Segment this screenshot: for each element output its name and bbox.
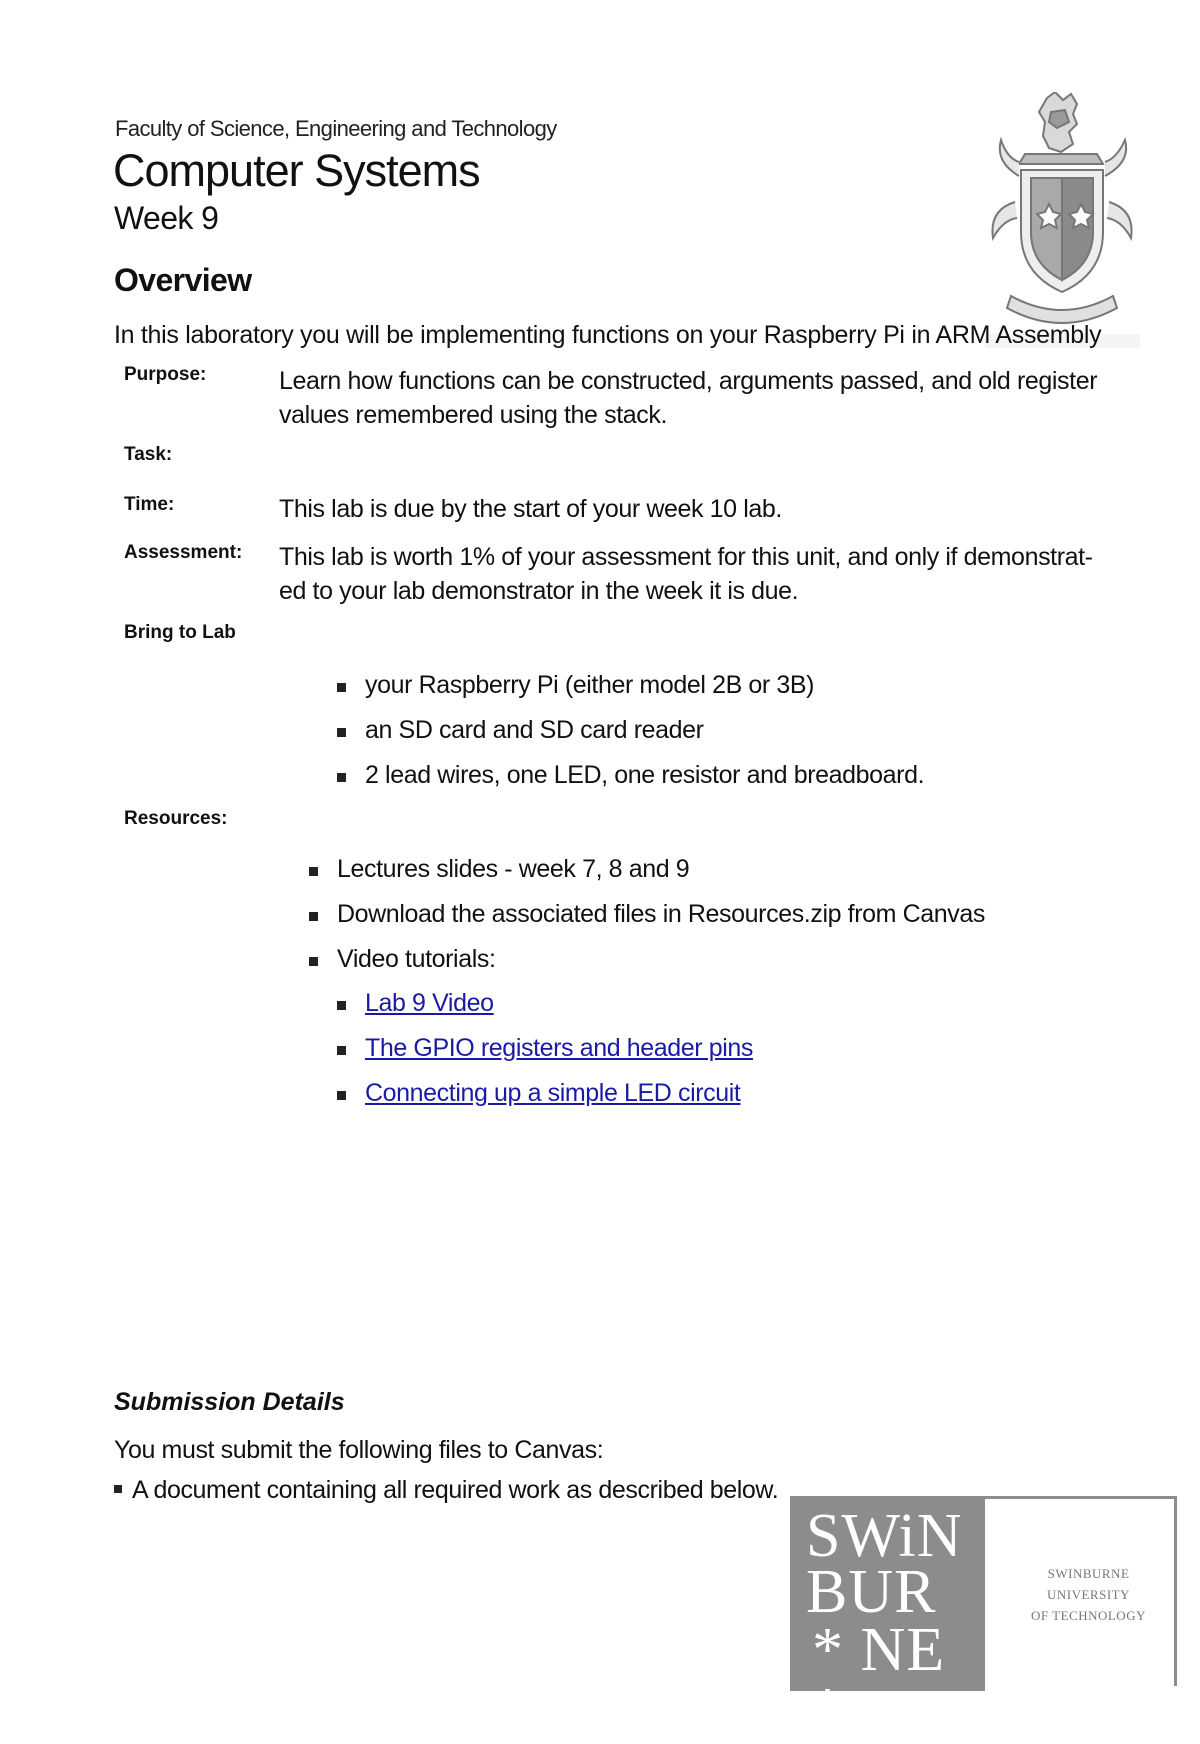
- purpose-value: [279, 364, 1109, 432]
- list-item-text: your Raspberry Pi (either model 2B or 3B): [365, 671, 815, 699]
- list-item: [337, 988, 753, 1018]
- purpose-label: Purpose:: [124, 364, 207, 385]
- university-crest-icon: [985, 92, 1140, 350]
- purpose-line-1: Learn how functions can be constructed, arguments passed, and old register: [279, 367, 1098, 395]
- list-item: [337, 760, 924, 790]
- logo-small-line-1: SWINBURNE UNIVERSITY: [1047, 1566, 1130, 1602]
- assessment-line-2: ed to your lab demonstrator in the week it is due.: [279, 577, 799, 605]
- logo-university-name: [1006, 1563, 1171, 1626]
- time-label: Time:: [124, 494, 175, 515]
- course-title: Computer Systems: [113, 145, 480, 196]
- purpose-line-2: values remembered using the stack.: [279, 401, 667, 429]
- bullet-icon: [114, 1485, 122, 1493]
- gpio-registers-link[interactable]: The GPIO registers and header pins: [365, 1034, 753, 1062]
- bullet-icon: [337, 1046, 346, 1055]
- faculty-name: Faculty of Science, Engineering and Technology: [115, 116, 557, 141]
- resources-list: [309, 854, 985, 974]
- bullet-icon: [309, 867, 318, 876]
- submission-heading: Submission Details: [114, 1388, 345, 1416]
- swinburne-logo: [790, 1496, 985, 1744]
- assessment-value: [279, 540, 1109, 608]
- submission-text: You must submit the following files to Canvas:: [114, 1436, 604, 1464]
- bring-to-lab-label: Bring to Lab: [124, 622, 236, 643]
- logo-line-2: BUR: [806, 1558, 937, 1626]
- logo-line-1: SWiN: [806, 1502, 963, 1570]
- assessment-label: Assessment:: [124, 542, 243, 563]
- lab-9-video-link[interactable]: Lab 9 Video: [365, 989, 494, 1017]
- list-item-text: Lectures slides - week 7, 8 and 9: [337, 855, 690, 883]
- resources-label: Resources:: [124, 808, 228, 829]
- list-item: [309, 944, 985, 974]
- overview-intro: In this laboratory you will be implementing functions on your Raspberry Pi in ARM Assembly: [114, 321, 1102, 349]
- logo-line-3: * NE *: [812, 1616, 946, 1744]
- video-links-list: [337, 988, 753, 1108]
- list-item-text: 2 lead wires, one LED, one resistor and breadboard.: [365, 761, 925, 789]
- list-item: [337, 1078, 753, 1108]
- time-value: This lab is due by the start of your week 10 lab.: [279, 495, 782, 523]
- list-item-text: an SD card and SD card reader: [365, 716, 704, 744]
- task-label: Task:: [124, 444, 173, 465]
- bullet-icon: [337, 1091, 346, 1100]
- list-item: [337, 670, 924, 700]
- submission-bullet: [114, 1476, 778, 1505]
- logo-small-line-2: OF TECHNOLOGY: [1031, 1608, 1146, 1623]
- bullet-icon: [337, 1001, 346, 1010]
- list-item: [309, 899, 985, 929]
- bring-to-lab-list: [337, 670, 924, 790]
- bullet-icon: [337, 773, 346, 782]
- bullet-icon: [309, 957, 318, 966]
- bullet-icon: [337, 728, 346, 737]
- list-item: [337, 1033, 753, 1063]
- overview-heading: Overview: [114, 262, 252, 298]
- submission-bullet-text: A document containing all required work as described below.: [132, 1476, 779, 1504]
- assessment-line-1: This lab is worth 1% of your assessment for this unit, and only if demonstrat-: [279, 543, 1093, 571]
- bullet-icon: [309, 912, 318, 921]
- list-item: [337, 715, 924, 745]
- bullet-icon: [337, 683, 346, 692]
- led-circuit-link[interactable]: Connecting up a simple LED circuit: [365, 1079, 741, 1107]
- week-label: Week 9: [114, 200, 219, 236]
- list-item-text: Download the associated files in Resources.zip from Canvas: [337, 900, 985, 928]
- list-item-text: Video tutorials:: [337, 945, 496, 973]
- list-item: [309, 854, 985, 884]
